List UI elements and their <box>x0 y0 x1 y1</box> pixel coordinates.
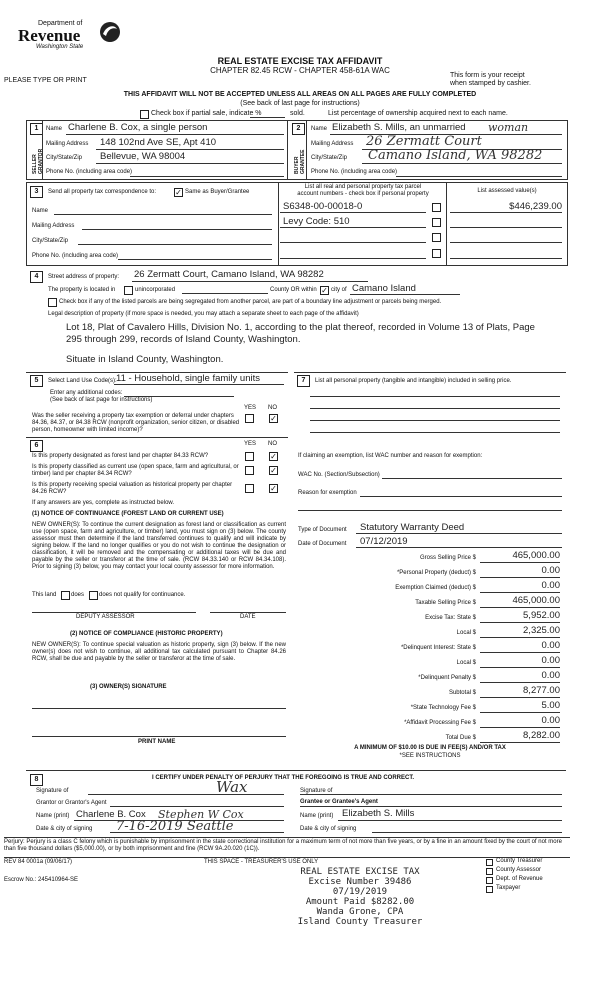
buyer-name-handwritten: woman <box>488 121 529 134</box>
reason-label: Reason for exemption <box>298 490 357 496</box>
tax-row-label: Local $ <box>456 660 476 666</box>
tax-row-value: 465,000.00 <box>512 550 560 561</box>
seller-mailing: 148 102nd Ave SE, Apt 410 <box>100 137 217 148</box>
logo-state: Washington State <box>36 44 84 50</box>
grantee-name: Elizabeth S. Mills <box>342 808 415 819</box>
tax-row-value: 2,325.00 <box>523 625 560 636</box>
copy-checkbox[interactable] <box>486 877 493 884</box>
section-8-number: 8 <box>30 774 43 786</box>
city-of-checkbox[interactable]: ✓ <box>321 286 328 295</box>
stamp-line: Amount Paid $8282.00 <box>305 897 415 907</box>
s5-yes-header: YES <box>244 405 257 411</box>
grantor-name-handwritten: Stephen W Cox <box>158 808 244 821</box>
buyer-city-handwritten: Camano Island, WA 98282 <box>368 148 543 163</box>
street-label: Street address of property: <box>48 274 120 280</box>
minimum-fee-note: A MINIMUM OF $10.00 IS DUE IN FEE(S) AND/OR TAX <box>354 745 506 751</box>
parcel-header-1: List all real and personal property tax parcel <box>304 184 422 190</box>
copy-label: Taxpayer <box>496 885 521 891</box>
seller-city: Bellevue, WA 98004 <box>100 151 186 162</box>
tax-row <box>298 640 562 654</box>
copy-checkbox[interactable] <box>486 859 493 866</box>
unincorporated-checkbox[interactable] <box>124 286 133 295</box>
assessed-value: $446,239.00 <box>509 201 562 212</box>
warning-text: THIS AFFIDAVIT WILL NOT BE ACCEPTED UNLESS ALL AREAS ON ALL PAGES ARE FULLY COMPLETED <box>123 91 477 98</box>
copy-label: County Treasurer <box>496 858 543 864</box>
section-7-number: 7 <box>297 375 310 387</box>
section-6-number: 6 <box>30 440 43 452</box>
stamp-line: REAL ESTATE EXCISE TAX <box>300 867 420 877</box>
partial-sale-checkbox[interactable] <box>140 110 149 119</box>
buyer-phone-label: Phone No. (including area code) <box>311 169 398 175</box>
tax-row-label: Gross Selling Price $ <box>419 555 476 561</box>
section-4-number: 4 <box>30 271 43 283</box>
land-use-code: 11 - Household, single family units <box>116 373 260 384</box>
seller-phone-label: Phone No. (including area code) <box>46 169 133 175</box>
legal-line-1: Lot 18, Plat of Cavalero Hills, Division No. 1, according to the plat thereof, recorded in Volume 13 of Plats, Page <box>66 322 535 333</box>
city-of-label: city of <box>331 287 347 293</box>
historic-yes-checkbox[interactable] <box>245 484 254 493</box>
current-use-question: Is this property classified as current use (open space, farm and agricultural, or timber) land per chapter 84.34 RCW? <box>32 464 239 477</box>
tax-row <box>298 670 562 684</box>
s3-phone-label: Phone No. (including area code) <box>32 253 119 259</box>
tax-row-value: 0.00 <box>541 715 560 726</box>
see-back-5: (See back of last page for instructions) <box>50 397 153 403</box>
street-address: 26 Zermatt Court, Camano Island, WA 98282 <box>134 269 324 280</box>
current-use-no-checkbox[interactable]: ✓ <box>270 466 277 475</box>
parcel-personal-checkbox-3[interactable] <box>432 233 441 242</box>
tax-row-label: *State Technology Fee $ <box>410 705 476 711</box>
s5-no-header: NO <box>268 405 277 411</box>
grantor-name-label: Name (print) <box>36 813 70 819</box>
deputy-assessor-label: DEPUTY ASSESSOR <box>76 614 135 620</box>
escrow-number: Escrow No.: 245410964-SE <box>4 877 79 883</box>
s6-yes-header: YES <box>244 441 257 447</box>
grantor-name: Charlene B. Cox <box>76 809 146 820</box>
buyer-side-label: BUYER GRANTEE <box>294 149 306 174</box>
stamp-line: Wanda Grone, CPA <box>316 907 404 917</box>
levy-code: Levy Code: 510 <box>283 216 350 227</box>
tax-row-value: 5.00 <box>541 700 560 711</box>
buyer-name: Elizabeth S. Mills, an unmarried <box>332 122 466 133</box>
tax-row-value: 0.00 <box>541 670 560 681</box>
tax-row-label: *Affidavit Processing Fee $ <box>404 720 476 726</box>
county-or-label: County OR within <box>270 287 317 293</box>
copy-checkbox[interactable] <box>486 868 493 875</box>
tax-row <box>298 565 562 579</box>
legal-description-label: Legal description of property (if more space is needed, you may attach a separate sheet to each page of the affidavit) <box>48 311 359 317</box>
rev-form-number: REV 84 0001a (09/06/17) <box>4 859 73 865</box>
receipt-note-1: This form is your receipt <box>450 72 525 79</box>
tax-row-label: Total Due $ <box>445 735 476 741</box>
sold-label: sold. <box>290 110 305 117</box>
tax-row <box>298 550 562 564</box>
tax-row-value: 0.00 <box>541 565 560 576</box>
s6-no-header: NO <box>268 441 277 447</box>
same-as-buyer-label: Same as Buyer/Grantee <box>185 189 250 195</box>
tax-row-value: 0.00 <box>541 580 560 591</box>
does-qualify-checkbox[interactable] <box>61 591 70 600</box>
parcel-personal-checkbox-1[interactable] <box>432 203 441 212</box>
tax-row-value: 8,277.00 <box>523 685 560 696</box>
tax-row <box>298 625 562 639</box>
parcel-number: S6348-00-00018-0 <box>283 201 363 212</box>
copy-item <box>486 885 570 894</box>
parcel-personal-checkbox-2[interactable] <box>432 218 441 227</box>
historic-no-checkbox[interactable]: ✓ <box>270 484 277 493</box>
tax-row <box>298 655 562 669</box>
section-5-number: 5 <box>30 375 43 387</box>
grantee-date-label: Date & city of signing <box>300 826 357 832</box>
logo-revenue: Revenue <box>18 26 81 45</box>
tax-row-label: Exemption Claimed (deduct) $ <box>395 585 476 591</box>
buyer-city-label: City/State/Zip <box>311 155 348 161</box>
seller-side-label: SELLER GRANTOR <box>32 148 44 174</box>
grantor-date-label: Date & city of signing <box>36 826 93 832</box>
unincorporated-label: unincorporated <box>135 287 176 293</box>
tax-row <box>298 730 562 744</box>
notice-2-text: NEW OWNER(S): To continue special valuation as historic property, sign (3) below. If the new owner(s) does not wish to continue, all additional tax calculated pursuant to Chapter 84.26 RCW, shall be due and payable by the seller or transferor at the time of sale. <box>32 642 286 662</box>
print-name-label: PRINT NAME <box>138 739 176 745</box>
segregated-label: Check box if any of the listed parcels are being segregated from another parcel, are part of a boundary line adjustment or parcels being merged. <box>59 299 442 305</box>
grantor-agent-label: Grantor or Grantor's Agent <box>36 800 107 806</box>
receipt-note-2: when stamped by cashier. <box>450 80 531 87</box>
tax-row-label: *Personal Property (deduct) $ <box>396 570 476 576</box>
same-as-buyer-checkbox[interactable]: ✓ <box>175 188 182 197</box>
legal-line-3: Situate in Island County, Washington. <box>66 354 224 365</box>
notice-1-text: NEW OWNER(S): To continue the current designation as forest land or classification as current use (open space, farm and agriculture, or timber) land, you must sign on (3) below. The county assessor must then determine if the land transferred continues to qualify and will indicate by signing below. If the land no longer qualifies or you do not wish to continue the designation or classification, it will be removed and the compensating or additional taxes will be due and payable by the seller or transferor at the time of sale. (RCW 84.33.140 or RCW 84.34.108). Prior to signing (3) below, you may contact your local county assessor for more information. <box>32 522 286 570</box>
dor-swirl-icon <box>98 20 122 44</box>
doc-date-label: Date of Document <box>298 541 347 547</box>
tax-row-label: *Delinquent Interest: State $ <box>400 645 476 651</box>
buyer-mailing-label: Mailing Address <box>311 141 354 147</box>
notice-2-title: (2) NOTICE OF COMPLIANCE (HISTORIC PROPERTY) <box>70 631 223 637</box>
tax-row-value: 8,282.00 <box>523 730 560 741</box>
form-title: REAL ESTATE EXCISE TAX AFFIDAVIT <box>217 56 383 66</box>
tax-row <box>298 685 562 699</box>
grantor-signature-handwritten: Wax <box>216 778 248 796</box>
seller-name-label: Name <box>46 126 63 132</box>
tax-row <box>298 580 562 594</box>
list-percentage-label: List percentage of ownership acquired next to each name. <box>328 110 508 117</box>
tax-row-label: Taxable Selling Price $ <box>415 600 476 606</box>
tax-row-label: Local $ <box>456 630 476 636</box>
s3-city-label: City/State/Zip <box>32 238 69 244</box>
partial-sale-label: Check box if partial sale, indicate % <box>151 110 262 117</box>
seller-name: Charlene B. Cox, a single person <box>68 122 208 133</box>
owner-signature-label: (3) OWNER(S) SIGNATURE <box>90 684 167 690</box>
current-use-yes-checkbox[interactable] <box>245 466 254 475</box>
wac-claim-label: If claiming an exemption, list WAC number and reason for exemption: <box>298 453 483 459</box>
forest-yes-checkbox[interactable] <box>245 452 254 461</box>
tax-row-value: 465,000.00 <box>512 595 560 606</box>
personal-property-label: List all personal property (tangible and intangible) included in selling price. <box>315 378 512 384</box>
forest-question: Is this property designated as forest land per chapter 84.33 RCW? <box>32 453 209 459</box>
copy-label: Dept. of Revenue <box>496 876 543 882</box>
exemption-question: Was the seller receiving a property tax exemption or deferral under chapters 84.36, 84.37, or 84.38 RCW (nonprofit organization, senior citizen, or disabled person, homeowner with limited income)? <box>32 413 240 433</box>
copy-item <box>486 867 570 876</box>
section-1-number: 1 <box>30 123 43 135</box>
tax-row-value: 5,952.00 <box>523 610 560 621</box>
historic-question: Is this property receiving special valuation as historical property per chapter 84.26 RCW? <box>32 482 233 495</box>
land-use-label: Select Land Use Code(s): <box>48 378 117 384</box>
copy-item <box>486 858 570 867</box>
seller-city-label: City/State/Zip <box>46 155 83 161</box>
send-correspondence-label: Send all property tax correspondence to: <box>48 189 157 195</box>
does-not-qualify-checkbox[interactable] <box>89 591 98 600</box>
grantor-sig-label: Signature of <box>36 788 69 794</box>
tax-row <box>298 715 562 729</box>
section-2-number: 2 <box>292 123 305 135</box>
certify-statement: I CERTIFY UNDER PENALTY OF PERJURY THAT THE FOREGOING IS TRUE AND CORRECT. <box>152 775 415 781</box>
see-instructions-note: *SEE INSTRUCTIONS <box>399 753 461 759</box>
parcel-personal-checkbox-4[interactable] <box>432 249 441 258</box>
tax-row-label: *Delinquent Penalty $ <box>418 675 476 681</box>
tax-row-label: Excise Tax: State $ <box>425 615 476 621</box>
please-type: PLEASE TYPE OR PRINT <box>4 77 87 84</box>
buyer-mailing-handwritten: 26 Zermatt Court <box>366 134 482 149</box>
stamp-line: Island County Treasurer <box>297 917 423 927</box>
tax-table <box>298 550 562 760</box>
tax-row-value: 0.00 <box>541 640 560 651</box>
additional-codes-label: Enter any additional codes: <box>50 390 123 396</box>
copy-checkbox[interactable] <box>486 886 493 893</box>
does-label: does <box>71 592 85 598</box>
tax-row <box>298 700 562 714</box>
tax-row <box>298 610 562 624</box>
grantee-agent-label: Grantee or Grantee's Agent <box>300 799 378 805</box>
city-name: Camano Island <box>352 283 416 294</box>
seller-mailing-label: Mailing Address <box>46 141 89 147</box>
assessed-header: List assessed value(s) <box>477 188 537 194</box>
s3-mailing-label: Mailing Address <box>32 223 75 229</box>
form-subtitle: CHAPTER 82.45 RCW - CHAPTER 458-61A WAC <box>210 66 390 75</box>
section-3-number: 3 <box>30 186 43 198</box>
stamp-line: 07/19/2019 <box>332 887 388 897</box>
exemption-yes-checkbox[interactable] <box>245 414 254 423</box>
doc-type: Statutory Warranty Deed <box>360 522 465 533</box>
wac-no-label: WAC No. (Section/Subsection) <box>298 472 380 478</box>
does-not-label: does not qualify for continuance. <box>99 592 186 598</box>
stamp-line: Excise Number 39486 <box>308 877 412 887</box>
tax-row <box>298 595 562 609</box>
this-land-label: This land <box>32 592 57 598</box>
treasurer-space-label: THIS SPACE - TREASURER'S USE ONLY <box>204 859 319 865</box>
s3-name-label: Name <box>32 208 49 214</box>
grantee-sig-label: Signature of <box>300 788 333 794</box>
doc-date: 07/12/2019 <box>360 536 408 547</box>
tax-row-label: Subtotal $ <box>448 690 476 696</box>
copy-label: County Assessor <box>496 867 542 873</box>
legal-line-2: 295 through 299, records of Island County, Washington. <box>66 334 301 345</box>
tax-row-value: 0.00 <box>541 655 560 666</box>
copy-distribution-list <box>486 858 570 894</box>
treasurer-stamp <box>270 867 450 927</box>
segregated-checkbox[interactable] <box>48 298 57 307</box>
logo-dept-line: Department of <box>38 20 83 27</box>
doc-type-label: Type of Document <box>298 527 347 533</box>
forest-no-checkbox[interactable]: ✓ <box>270 452 277 461</box>
if-yes-note: If any answers are yes, complete as instructed below. <box>32 500 175 506</box>
grantee-name-label: Name (print) <box>300 813 334 819</box>
notice-1-title: (1) NOTICE OF CONTINUANCE (FOREST LAND OR CURRENT USE) <box>32 511 224 517</box>
exemption-no-checkbox[interactable]: ✓ <box>270 414 277 423</box>
parcel-header-2: account numbers - check box if personal property <box>297 191 429 197</box>
buyer-name-label: Name <box>311 126 328 132</box>
copy-item <box>486 876 570 885</box>
perjury-notice: Perjury: Perjury is a class C felony which is punishable by imprisonment in the state correctional institution for a maximum term of not more than five years, or by a fine in an amount fixed by the court of not more than five thousand dollars ($5,000.00), or by both imprisonment and fine (RCW 9A.20.020 (1C)). <box>4 839 562 852</box>
grantor-date-city-handwritten: 7-16-2019 Seattle <box>116 819 234 834</box>
date-label: DATE <box>240 614 256 620</box>
located-label: The property is located in <box>48 287 116 293</box>
see-back-note: (See back of last page for instructions) <box>240 100 360 107</box>
